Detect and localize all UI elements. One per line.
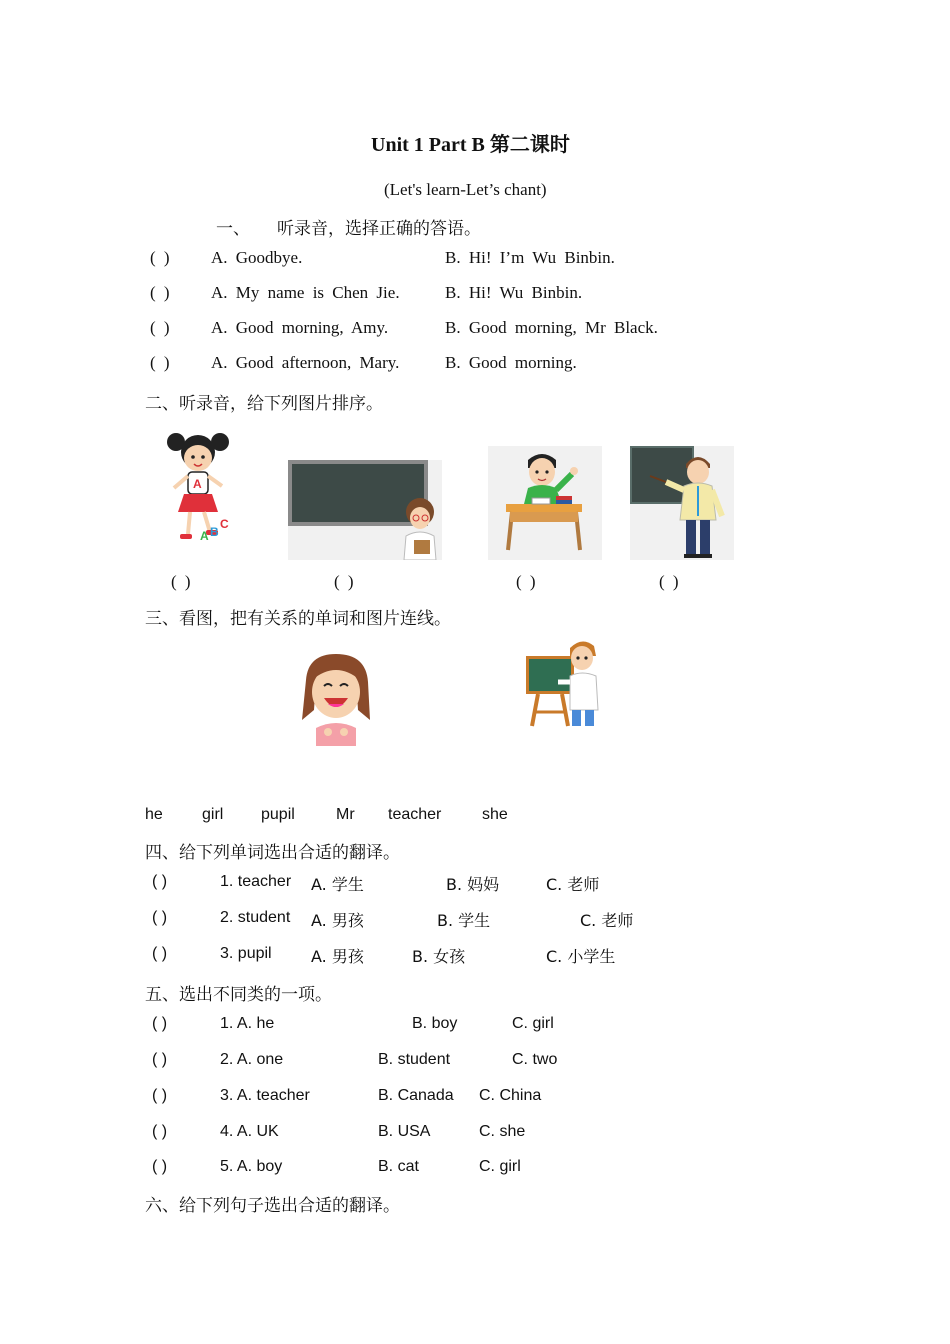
answer-bracket[interactable]: ( ) [152,873,168,890]
answer-bracket[interactable]: ( ) [152,1158,168,1175]
section3-heading: 三、看图，把有关系的单词和图片连线。 [145,609,451,629]
option-c: C. she [479,1123,526,1140]
option-c: C. girl [479,1158,521,1175]
picture-order-bracket[interactable]: ( ) [171,572,191,591]
question-word: 3. pupil [220,945,272,962]
option-a: A. Good afternoon, Mary. [211,353,400,372]
answer-bracket[interactable]: ( ) [150,283,170,302]
option-c: C. 老师 [546,875,600,894]
option-b: B. Good morning, Mr Black. [445,318,658,337]
option-b: B. 学生 [437,911,491,930]
answer-bracket[interactable]: ( ) [152,1015,168,1032]
section1-number: 一、 [216,219,250,239]
pupil-at-desk-icon [488,446,602,560]
answer-bracket[interactable]: ( ) [152,1051,168,1068]
male-teacher-pointer-icon [630,446,734,560]
answer-bracket[interactable]: ( ) [150,353,170,372]
section6-heading: 六、给下列句子选出合适的翻译。 [145,1196,400,1216]
word-she[interactable]: she [482,806,508,823]
word-girl[interactable]: girl [202,806,224,823]
option-a: 1. A. he [220,1015,275,1032]
answer-bracket[interactable]: ( ) [150,318,170,337]
word-he[interactable]: he [145,806,163,823]
section2-heading: 二、听录音，给下列图片排序。 [145,394,383,414]
svg-text:A: A [200,529,209,543]
word-pupil[interactable]: pupil [261,806,295,823]
picture-order-bracket[interactable]: ( ) [334,572,354,591]
answer-bracket[interactable]: ( ) [152,1087,168,1104]
svg-text:C: C [220,517,229,531]
svg-text:B: B [210,525,219,539]
girl-abc-icon [160,428,240,548]
section1-heading: 听录音，选择正确的答语。 [277,219,481,239]
option-c: C. China [479,1087,542,1104]
answer-bracket[interactable]: ( ) [152,1123,168,1140]
answer-bracket[interactable]: ( ) [152,909,168,926]
option-a: 3. A. teacher [220,1087,310,1104]
answer-bracket[interactable]: ( ) [150,248,170,267]
page-title: Unit 1 Part B 第二课时 [371,134,570,156]
option-c: C. 小学生 [546,947,616,966]
option-b: B. 女孩 [412,947,466,966]
question-word: 2. student [220,909,291,926]
option-a: A. Good morning, Amy. [211,318,389,337]
option-b: B. Good morning. [445,353,577,372]
option-a: A. 学生 [311,875,364,894]
option-b: B. USA [378,1123,431,1140]
teacher-blackboard-icon [524,636,602,730]
option-a: 2. A. one [220,1051,284,1068]
option-b: B. 妈妈 [446,875,500,894]
word-teacher[interactable]: teacher [388,806,442,823]
option-b: B. cat [378,1158,419,1175]
answer-bracket[interactable]: ( ) [152,945,168,962]
option-a: A. Goodbye. [211,248,303,267]
picture-order-bracket[interactable]: ( ) [516,572,536,591]
section4-heading: 四、给下列单词选出合适的翻译。 [145,843,400,863]
picture-order-bracket[interactable]: ( ) [659,572,679,591]
option-b: B. student [378,1051,451,1068]
option-b: B. boy [412,1015,458,1032]
section5-heading: 五、选出不同类的一项。 [145,985,332,1005]
blackboard-female-teacher-icon [288,460,442,560]
option-c: C. 老师 [580,911,634,930]
option-c: C. girl [512,1015,554,1032]
page-subtitle: (Let's learn-Let’s chant) [384,180,547,199]
option-a: 4. A. UK [220,1123,279,1140]
question-word: 1. teacher [220,873,292,890]
happy-girl-icon [298,650,374,746]
svg-text:A: A [193,477,202,491]
option-a: A. 男孩 [311,947,364,966]
option-a: 5. A. boy [220,1158,283,1175]
option-a: A. 男孩 [311,911,364,930]
word-mr[interactable]: Mr [336,806,355,823]
option-b: B. Canada [378,1087,454,1104]
option-b: B. Hi! I’m Wu Binbin. [445,248,615,267]
option-b: B. Hi! Wu Binbin. [445,283,583,302]
option-a: A. My name is Chen Jie. [211,283,400,302]
option-c: C. two [512,1051,558,1068]
